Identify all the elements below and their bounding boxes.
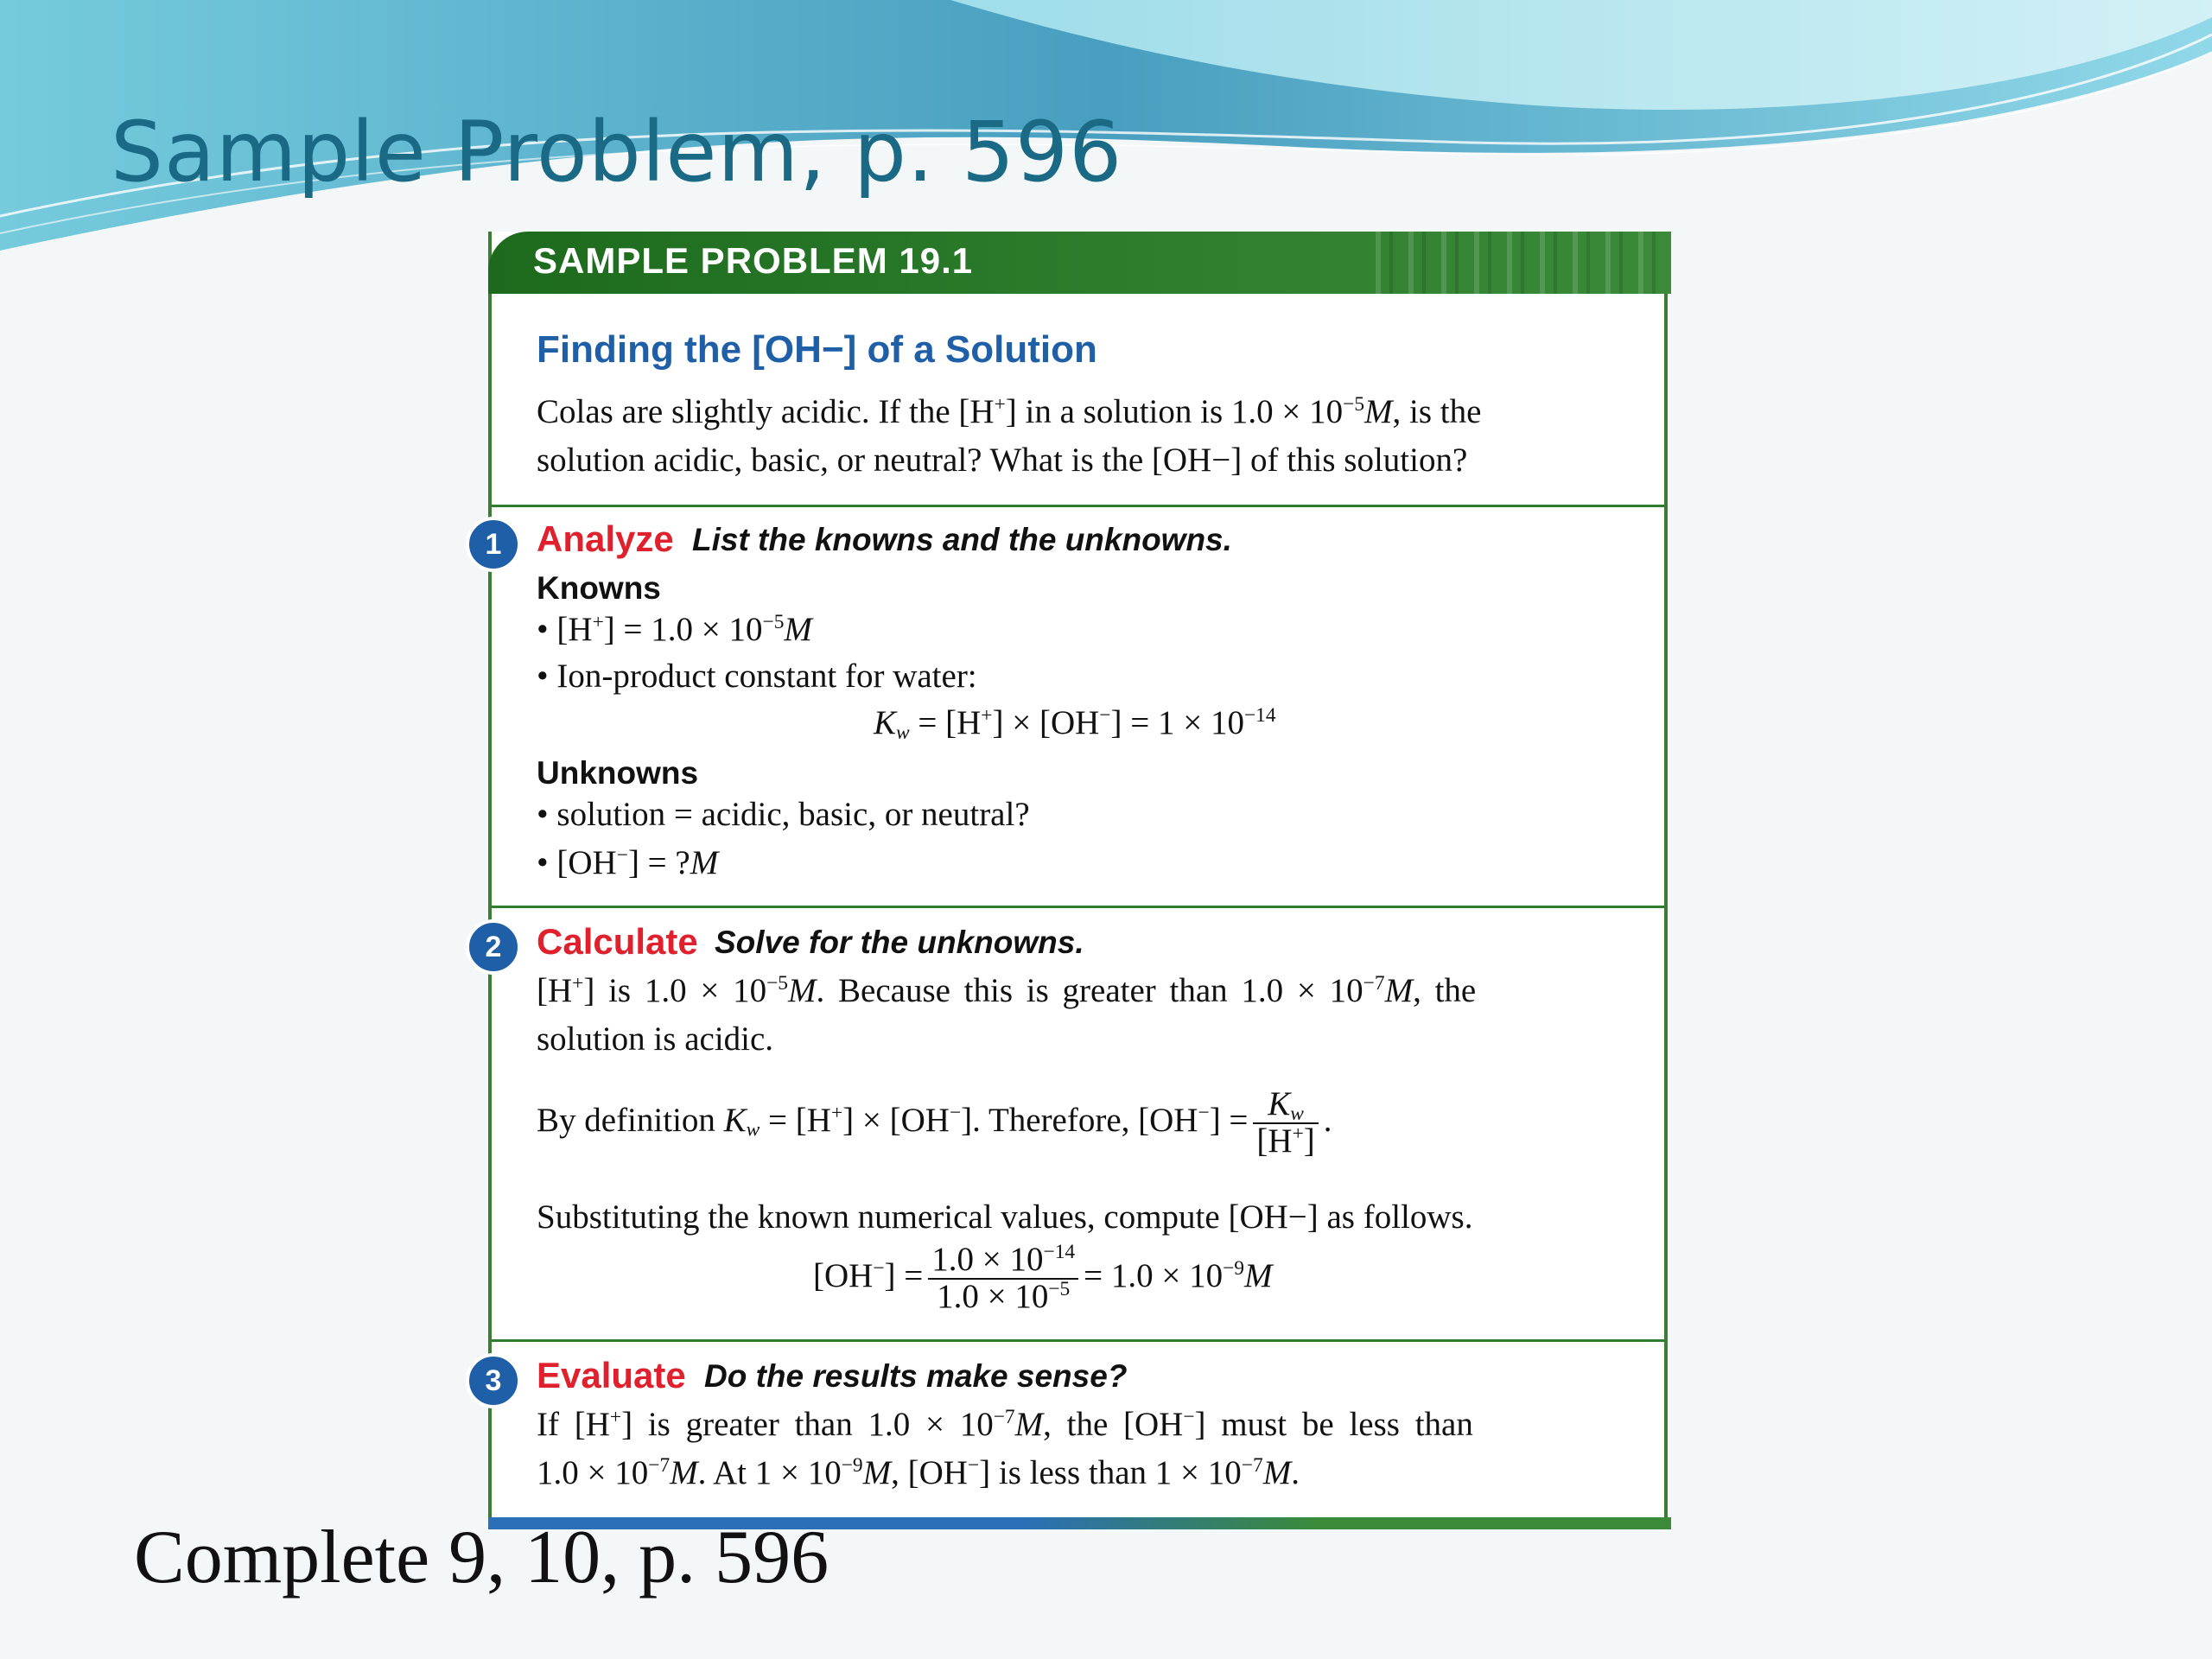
- step-1-badge: 1: [466, 517, 521, 572]
- calc-fraction: $\frac{1.0 \times 10^{-14}}{1.0 \times 10^{-5}}$: [928, 1243, 1078, 1315]
- step-3-name: Evaluate: [537, 1355, 686, 1395]
- assignment-note: Complete 9, 10, p. 596: [134, 1516, 830, 1599]
- unknown-oh-concentration: • [OH−] = ?M: [537, 843, 719, 881]
- step-3-badge: 3: [466, 1353, 521, 1408]
- calc-line-2: solution is acidic.: [537, 1020, 774, 1058]
- step-1-name: Analyze: [537, 518, 674, 559]
- section-divider: [492, 906, 1664, 908]
- section-divider: [492, 505, 1664, 507]
- unknown-solution-type: • solution = acidic, basic, or neutral?: [537, 796, 1030, 833]
- step-2-badge: 2: [466, 919, 521, 975]
- card-header: [488, 232, 1671, 294]
- calc-line-1: [H+] is $1.0 \times 10^{-5}M$. Because this is greater than $1.0 \times 10^{-7}M$, the: [537, 971, 1477, 1009]
- step-1-instruction: List the knowns and the unknowns.: [692, 522, 1232, 557]
- known-ion-product: • Ion-product constant for water:: [537, 658, 977, 695]
- step-2-name: Calculate: [537, 921, 698, 962]
- evaluate-line-1: If [H+] is greater than $1.0 \times 10^{-7}M$, the [OH−] must be less than: [537, 1405, 1473, 1443]
- slide-title: Sample Problem, p. 596: [111, 104, 1123, 200]
- substitution-line: Substituting the known numerical values, compute [OH−] as follows.: [537, 1198, 1473, 1236]
- card-header-label: SAMPLE PROBLEM 19.1: [533, 240, 974, 281]
- section-divider: [492, 1339, 1664, 1342]
- kw-over-h-fraction: $\frac{K_w}{[H^+]}$: [1253, 1087, 1318, 1160]
- evaluate-line-2: $1.0 \times 10^{-7}M$. At $1 \times 10^{-9}M$, [OH−] is less than $1 \times 10^{-7}M$.: [537, 1453, 1300, 1491]
- header-stripes: [1360, 232, 1671, 294]
- step-3-instruction: Do the results make sense?: [704, 1358, 1128, 1394]
- step-2-instruction: Solve for the unknowns.: [715, 925, 1084, 960]
- definition-line: By definition $K_w = [H^+] \times [OH^-]$. Therefore, [OH−] = $\frac{K_w}{[H^+]}$ .: [537, 1085, 1332, 1160]
- intro-line-2: solution acidic, basic, or neutral? What is the [OH−] of this solution?: [537, 442, 1468, 479]
- kw-equation: $K_w = [H^+] \times [OH^-] = 1 \times 10^{-14}$: [874, 703, 1276, 744]
- oh-calculation-equation: [OH−] = $\frac{1.0 \times 10^{-14}}{1.0 \times 10^{-5}}$ = $1.0 \times 10^{-9}M$: [813, 1240, 1273, 1315]
- known-h-concentration: • $[H^+] = 1.0 \times 10^{-5}M$: [537, 610, 812, 648]
- intro-line-1: Colas are slightly acidic. If the [H+] in a solution is $1.0 \times 10^{-5}M$, is the: [537, 392, 1482, 430]
- sample-problem-card: [485, 232, 1668, 1528]
- knowns-label: Knowns: [537, 570, 661, 606]
- problem-heading: Finding the [OH−] of a Solution: [537, 328, 1097, 371]
- unknowns-label: Unknowns: [537, 755, 699, 791]
